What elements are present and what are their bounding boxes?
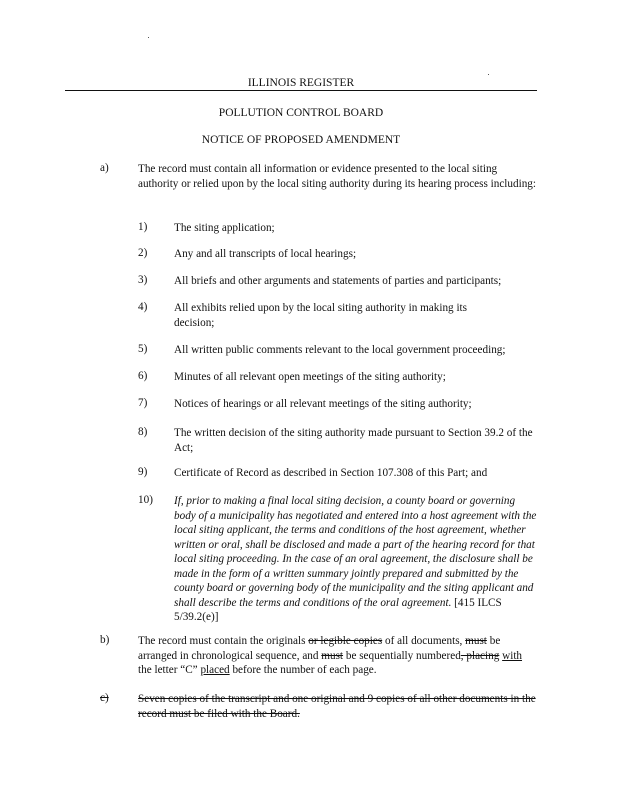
- item-5-text: All written public comments relevant to the local government proceeding;: [174, 344, 506, 356]
- struck-text: must: [465, 635, 487, 647]
- item-8-number: 8): [138, 426, 148, 438]
- item-3-number: 3): [138, 274, 148, 286]
- section-b-text-part: be sequentially numbered: [343, 649, 461, 662]
- struck-text: must: [321, 649, 344, 662]
- header-rule: [65, 90, 537, 91]
- item-7-number: 7): [138, 397, 148, 409]
- section-b-text-part: before the number of each page.: [229, 664, 377, 676]
- scan-speck: [148, 37, 149, 38]
- section-b-label: b): [100, 634, 110, 646]
- notice-title: NOTICE OF PROPOSED AMENDMENT: [201, 134, 401, 146]
- item-4-text: All exhibits relied upon by the local siting authority in making its decision;: [174, 302, 468, 329]
- section-b-text-part: The record must contain the originals: [138, 635, 309, 647]
- item-8-text: The written decision of the siting authority made pursuant to Section 39.2 of the Act;: [174, 427, 533, 454]
- inserted-text: with: [502, 649, 523, 662]
- item-5-number: 5): [138, 343, 148, 355]
- section-b-text: [138, 634, 538, 678]
- item-2-number: 2): [138, 247, 148, 259]
- item-4-number: 4): [138, 301, 148, 313]
- section-c-text: Seven copies of the transcript and one original and 9 copies of all other documents in the record must be filed with the Board.: [138, 693, 536, 720]
- item-10-number: 10): [138, 494, 153, 506]
- item-10-text: [174, 494, 538, 625]
- inserted-text: placed: [200, 664, 230, 676]
- section-a-text: The record must contain all information or evidence presented to the local siting authority or relied upon by the local siting authority during its hearing process including:: [138, 163, 537, 190]
- section-b-text-part: the letter “C”: [138, 664, 201, 676]
- item-9-number: 9): [138, 466, 148, 478]
- item-1-number: 1): [138, 221, 148, 233]
- section-b-text-part: be arranged in chronological sequence, and: [138, 635, 501, 662]
- item-1-text: The siting application;: [174, 222, 275, 234]
- item-2-text: Any and all transcripts of local hearings;: [174, 248, 357, 260]
- scan-speck: [488, 74, 489, 75]
- section-a-label: a): [100, 162, 109, 174]
- item-9-text: Certificate of Record as described in Section 107.308 of this Part; and: [174, 467, 488, 479]
- item-10-citation: [415 ILCS 5/39.2(e)]: [174, 596, 502, 623]
- item-7-text: Notices of hearings or all relevant meetings of the siting authority;: [174, 398, 472, 410]
- board-title: POLLUTION CONTROL BOARD: [218, 107, 384, 119]
- section-c-label: c): [100, 692, 109, 704]
- item-6-number: 6): [138, 370, 148, 382]
- item-6-text: Minutes of all relevant open meetings of the siting authority;: [174, 371, 446, 383]
- struck-text: , placing: [460, 649, 500, 662]
- section-b-text-part: of all documents,: [382, 635, 466, 647]
- struck-text: or legible copies: [308, 635, 383, 647]
- item-10-statutory-text: If, prior to making a final local siting decision, a county board or governing body of a municipality has negotiated and entered into a host agreement with the local siting applicant, the terms and conditions of the host agreement, whether written or oral, shall be disclosed and made a part of the hearing record for that local siting proceeding. In the case of an oral agreement, the disclosure shall be made in the form of a written summary jointly prepared and submitted by the county board or governing body of the municipality and the siting applicant and shall describe the terms and conditions of the oral agreement.: [174, 495, 537, 609]
- item-3-text: All briefs and other arguments and statements of parties and participants;: [174, 275, 502, 287]
- register-title: ILLINOIS REGISTER: [247, 77, 355, 89]
